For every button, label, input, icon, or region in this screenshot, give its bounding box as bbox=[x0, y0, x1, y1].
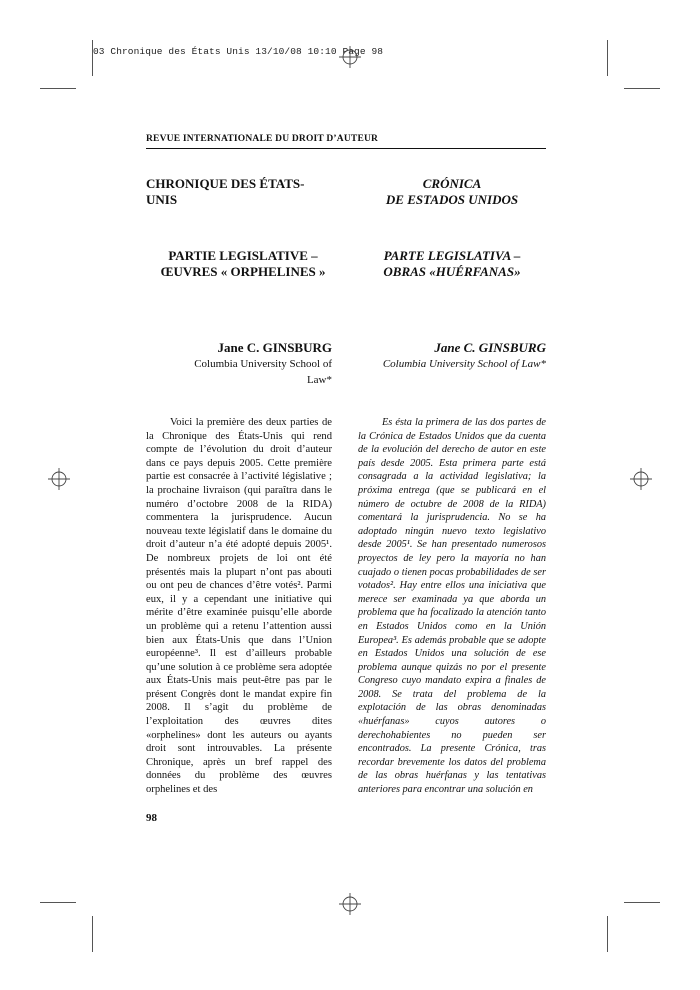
french-section-heading bbox=[150, 248, 336, 280]
crop-mark-bottom-left-v bbox=[92, 916, 93, 952]
french-author: Jane C. GINSBURG bbox=[217, 340, 332, 355]
spanish-section-heading bbox=[358, 248, 546, 280]
crop-mark-bottom-right-v bbox=[607, 916, 608, 952]
french-body-paragraph: Voici la première des deux parties de la Chronique des États-Unis qui rend compte de l’évolution du droit d’auteur dans ce pays depuis 2005. Cette première partie est consacrée à l’activité législative ; la prochaine livraison (qui paraîtra dans le numéro d’octobre 2008 de la RIDA) commentera la jurisprudence. Aucun nouveau texte législatif dans le domaine du droit d’auteur n’a été adopté depuis 2005¹. De nombreux projets de loi ont été présentés mais la plupart n’ont pas abouti ou ont peu de chances d’être votés². Parmi eux, il y a cependant une initiative qui mérite d’être examinée puisqu’elle aborde un problème qui a retenu l’attention aussi bien aux États-Unis que dans l’Union européenne³. Il est d’ailleurs probable qu’une solution à ce problème sera adoptée aux États-Unis mais peut-être pas par le présent Congrès dont le mandat expire fin 2008. Il s’agit du problème de l’exploitation des œuvres dites «orphelines» dont les auteurs ou ayants droit sont introuvables. La présente Chronique, après un bref rappel des données du problème des œuvres orphelines et des bbox=[146, 417, 332, 796]
registration-mark-bottom-icon bbox=[339, 893, 361, 915]
spanish-title-line-2: DE ESTADOS UNIDOS bbox=[385, 192, 519, 207]
registration-mark-right-icon bbox=[630, 468, 652, 490]
registration-mark-top-icon bbox=[339, 46, 361, 68]
french-section-line-2: ŒUVRES « ORPHELINES » bbox=[160, 264, 326, 279]
spanish-title bbox=[358, 176, 546, 208]
french-title: CHRONIQUE DES ÉTATS-UNIS bbox=[146, 176, 305, 207]
running-head: REVUE INTERNATIONALE DU DROIT D’AUTEUR bbox=[146, 134, 379, 144]
page-number: 98 bbox=[146, 812, 157, 824]
french-section-line-1: PARTIE LEGISLATIVE – bbox=[168, 248, 318, 263]
spanish-author: Jane C. GINSBURG bbox=[434, 340, 546, 355]
crop-mark-top-right-v bbox=[607, 40, 608, 76]
registration-mark-left-icon bbox=[48, 468, 70, 490]
crop-mark-top-left-h bbox=[40, 88, 76, 89]
crop-mark-top-left-v bbox=[92, 40, 93, 76]
printer-slug: 03 Chronique des États Unis 13/10/08 10:10 Page 98 bbox=[93, 46, 384, 57]
spanish-body-paragraph: Es ésta la primera de las dos partes de la Crónica de Estados Unidos que da cuenta de la evolución del derecho de autor en este país desde 2005. Esta primera parte está consagrada a la actividad legislativa; la próxima entrega (que se publicará en el número de octubre de 2008 de la RIDA) comentará la jurisprudencia. No se ha adoptado ningún nuevo texto legislativo desde 2005¹. Se han presentado numerosos proyectos de ley pero la mayoría no han cuajado o tienen pocas probabilidades de ser votados². Hay entre ellos una iniciativa que merece ser examinada ya que aborda un problema que ha focalizado la atención tanto en Estados Unidos como en la Unión Europea³. Es además probable que se adopte en Estados Unidos una solución de ese problema aunque quizás no por el presente Congreso cuyo mandato expira a finales de 2008. Se trata del problema de la explotación de las obras denominadas «huérfanas» cuyos autores o derechohabientes no pueden ser encontrados. La presente Crónica, tras recordar brevemente los datos del problema de las obras huérfanas y las tentativas anteriores para encontrar una solución en bbox=[358, 417, 546, 796]
crop-mark-bottom-right-h bbox=[624, 902, 660, 903]
spanish-title-line-1: CRÓNICA bbox=[422, 176, 482, 191]
spanish-body bbox=[358, 416, 546, 797]
crop-mark-bottom-left-h bbox=[40, 902, 76, 903]
french-affiliation: Columbia University School of Law* bbox=[194, 358, 332, 386]
header-rule bbox=[146, 148, 546, 149]
french-body bbox=[146, 416, 332, 797]
spanish-affiliation: Columbia University School of Law* bbox=[382, 358, 546, 370]
spanish-section-line-2: OBRAS «HUÉRFANAS» bbox=[383, 264, 521, 279]
spanish-section-line-1: PARTE LEGISLATIVA – bbox=[383, 248, 521, 263]
crop-mark-top-right-h bbox=[624, 88, 660, 89]
